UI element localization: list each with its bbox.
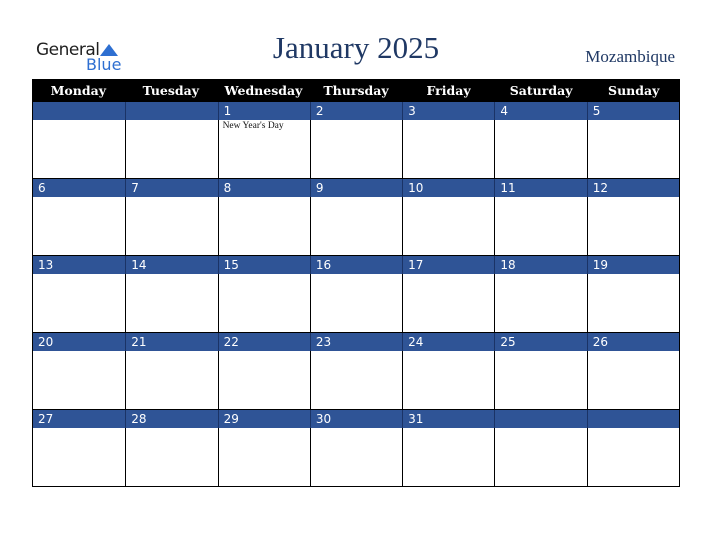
holiday-label	[33, 197, 125, 198]
holiday-label	[495, 428, 586, 429]
holiday-label	[588, 274, 679, 275]
holiday-label	[403, 274, 494, 275]
week-row	[32, 179, 680, 256]
day-number: 17	[402, 256, 494, 274]
day-number: 16	[310, 256, 402, 274]
holiday-label	[403, 428, 494, 429]
holiday-label	[495, 197, 586, 198]
holiday-label	[495, 120, 586, 121]
holiday-label	[126, 274, 217, 275]
day-cell[interactable]	[218, 351, 310, 409]
week-row	[32, 333, 680, 410]
day-number	[587, 410, 679, 428]
holiday-label	[311, 274, 402, 275]
day-cells	[33, 428, 679, 486]
day-number: 7	[125, 179, 217, 197]
weekday-monday: Monday	[50, 83, 106, 98]
day-cell[interactable]	[125, 197, 217, 255]
day-cells	[33, 351, 679, 409]
holiday-label	[403, 351, 494, 352]
weekday-saturday: Saturday	[509, 83, 573, 98]
day-cell[interactable]	[494, 428, 586, 486]
day-cell[interactable]	[402, 274, 494, 332]
day-number: 6	[38, 181, 46, 195]
holiday-label	[403, 197, 494, 198]
holiday-label	[33, 351, 125, 352]
day-cell[interactable]	[310, 351, 402, 409]
holiday-label	[33, 274, 125, 275]
holiday-label	[311, 197, 402, 198]
day-number: 15	[218, 256, 310, 274]
day-cell[interactable]	[494, 197, 586, 255]
day-cell[interactable]	[125, 351, 217, 409]
day-cell[interactable]	[125, 428, 217, 486]
day-number: 30	[310, 410, 402, 428]
day-cell[interactable]	[402, 120, 494, 178]
day-number	[494, 410, 586, 428]
holiday-label	[588, 197, 679, 198]
day-number: 22	[218, 333, 310, 351]
country-label: Mozambique	[585, 47, 675, 66]
day-cell[interactable]	[33, 428, 125, 486]
weekday-wednesday: Wednesday	[224, 83, 303, 98]
day-number: 5	[587, 102, 679, 120]
weeks-container	[32, 102, 680, 487]
date-number-bar	[33, 179, 679, 197]
holiday-label	[495, 351, 586, 352]
day-cell[interactable]	[310, 428, 402, 486]
date-number-bar	[33, 256, 679, 274]
holiday-label	[588, 351, 679, 352]
holiday-label	[126, 120, 217, 121]
day-number: 25	[494, 333, 586, 351]
holiday-label	[126, 197, 217, 198]
day-number: 23	[310, 333, 402, 351]
day-number: 21	[125, 333, 217, 351]
day-number: 11	[494, 179, 586, 197]
day-number	[125, 102, 217, 120]
day-cell[interactable]	[587, 274, 679, 332]
holiday-label	[495, 274, 586, 275]
day-number: 9	[310, 179, 402, 197]
holiday-label	[403, 120, 494, 121]
holiday-label	[33, 428, 125, 429]
weekday-sunday: Sunday	[608, 83, 660, 98]
day-number	[33, 102, 125, 120]
day-number: 10	[402, 179, 494, 197]
holiday-label	[311, 428, 402, 429]
day-cell[interactable]	[402, 197, 494, 255]
holiday-label	[219, 428, 310, 429]
day-cell[interactable]	[587, 197, 679, 255]
day-number: 28	[125, 410, 217, 428]
weekday-thursday: Thursday	[323, 83, 389, 98]
date-number-bar	[33, 102, 679, 120]
day-cell[interactable]	[33, 351, 125, 409]
day-number: 24	[402, 333, 494, 351]
day-number: 1	[218, 102, 310, 120]
calendar-grid	[32, 79, 680, 487]
day-cell[interactable]	[33, 120, 125, 178]
holiday-label	[126, 428, 217, 429]
weekday-friday: Friday	[426, 83, 471, 98]
page-title: January 2025	[272, 30, 440, 65]
holiday-label	[311, 351, 402, 352]
day-cell[interactable]	[33, 197, 125, 255]
day-cell[interactable]	[494, 274, 586, 332]
day-number: 8	[218, 179, 310, 197]
holiday-label	[311, 120, 402, 121]
day-cell[interactable]	[310, 197, 402, 255]
day-cell[interactable]	[218, 428, 310, 486]
holiday-label	[219, 197, 310, 198]
day-cells	[33, 274, 679, 332]
day-number: 20	[38, 335, 54, 349]
day-cell[interactable]	[310, 120, 402, 178]
day-cell[interactable]	[494, 120, 586, 178]
day-cell[interactable]	[310, 274, 402, 332]
day-number: 14	[125, 256, 217, 274]
day-cell[interactable]	[402, 428, 494, 486]
day-number: 3	[402, 102, 494, 120]
holiday-label	[219, 274, 310, 275]
day-number: 31	[402, 410, 494, 428]
holiday-label	[126, 351, 217, 352]
day-number: 2	[310, 102, 402, 120]
holiday-label: New Year's Day	[222, 121, 284, 131]
date-number-bar	[33, 333, 679, 351]
day-number: 13	[38, 258, 54, 272]
day-cell[interactable]	[218, 274, 310, 332]
week-row	[32, 102, 680, 179]
day-number: 18	[494, 256, 586, 274]
date-number-bar	[33, 410, 679, 428]
day-cell[interactable]	[33, 274, 125, 332]
day-cell[interactable]	[125, 274, 217, 332]
day-number: 19	[587, 256, 679, 274]
holiday-label	[588, 120, 679, 121]
day-cell[interactable]	[587, 120, 679, 178]
day-number: 26	[587, 333, 679, 351]
day-cells	[33, 197, 679, 255]
holiday-label	[33, 120, 125, 121]
logo-text-general: General	[36, 40, 100, 60]
day-cell[interactable]	[218, 197, 310, 255]
day-cell[interactable]	[402, 351, 494, 409]
holiday-label	[588, 428, 679, 429]
holiday-label	[219, 351, 310, 352]
day-cells	[33, 120, 679, 178]
logo-text-blue: Blue	[86, 55, 122, 74]
day-cell[interactable]	[125, 120, 217, 178]
day-number: 4	[494, 102, 586, 120]
week-row	[32, 410, 680, 487]
day-cell[interactable]	[587, 428, 679, 486]
day-cell[interactable]	[218, 120, 310, 178]
day-cell[interactable]	[494, 351, 586, 409]
day-number: 12	[587, 179, 679, 197]
day-number: 27	[38, 412, 54, 426]
day-number: 29	[218, 410, 310, 428]
weekday-tuesday: Tuesday	[142, 83, 200, 98]
day-cell[interactable]	[587, 351, 679, 409]
weekday-header	[32, 79, 680, 102]
week-row	[32, 256, 680, 333]
